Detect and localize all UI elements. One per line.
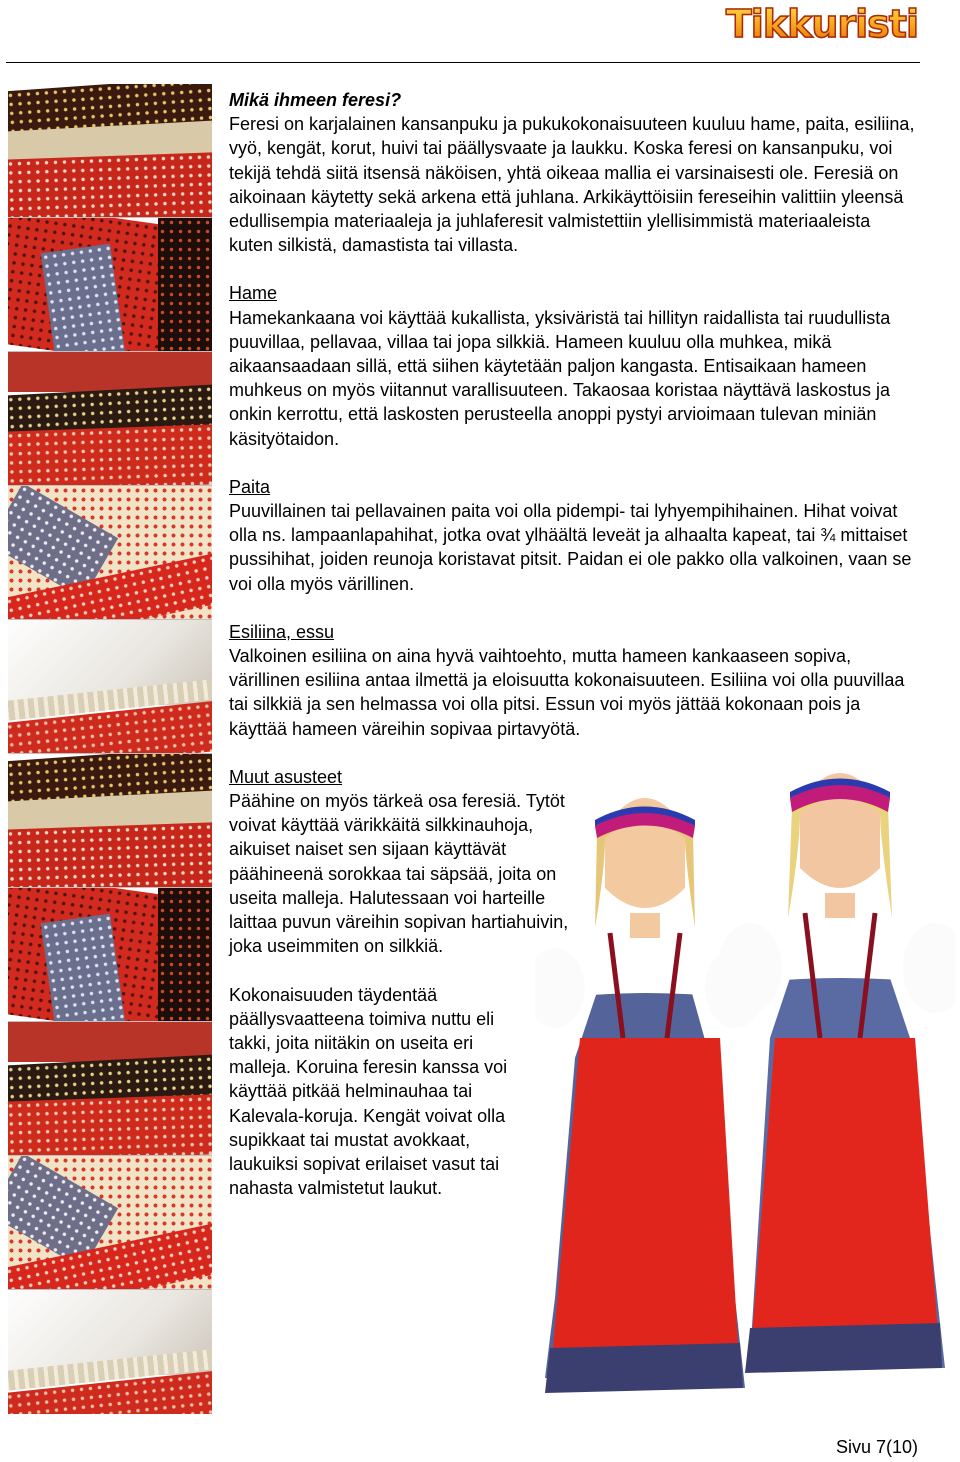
fabric-photo xyxy=(8,218,212,352)
tikkuristi-logo: Tikkuristi xyxy=(725,2,918,46)
section-body-intro: Feresi on karjalainen kansanpuku ja pukukokonaisuuteen kuuluu hame, paita, esiliina, vyö, kengät, korut, huivi tai päällysvaate ja laukku. Koska feresi on kansanpuku, voi tekijä tehdä siitä itsensä näköisen, yhtä oikeaa mallia ei varsinaisesti ole. Feresiä on aikoinaan käytetty sekä arkena että juhlana. Arkikäyttöisiin fereseihin valittiin yleensä edullisempia materiaaleja ja juhlaferesit valmistettiin ylellisimmistä materiaaleista kuten silkistä, damastista tai villasta. xyxy=(229,114,915,256)
section-title-esiliina: Esiliina, essu xyxy=(229,621,335,642)
fabric-collage xyxy=(8,84,212,1414)
section-body-esiliina: Valkoinen esiliina on aina hyvä vaihtoehto, mutta hameen kankaaseen sopiva, värillinen esiliina antaa ilmettä ja eloisuutta kokonaisuuteen. Esiliina voi olla puuvillaa tai silkkiä ja sen helmassa voi olla pitsi. Essun voi myös jättää kokonaan pois ja käyttää hameen väreihin sopivaa pirtavyötä. xyxy=(229,646,905,739)
header-divider xyxy=(6,62,920,63)
section-body-hame: Hamekankaana voi käyttää kukallista, yksiväristä tai hillityn raidallista tai ruudullista puuvillaa, pellavaa, villaa tai jopa silkkiä. Hameen kuuluu olla muhkea, mikä aikaansaadaan sillä, että siihen käytetään paljon kangasta. Entisaikaan hameen muhkeus on myös viitannut varallisuuteen. Takaosaa koristaa näyttävä laskostus ja onkin kerrottu, että laskosten perusteella anoppi pystyi arvioimaan tulevan miniän käsityötaidon. xyxy=(229,307,891,449)
section-title-intro: Mikä ihmeen feresi? xyxy=(229,90,402,110)
fabric-photo xyxy=(8,888,212,1022)
fabric-photo xyxy=(8,486,212,620)
section-body-muut-2: Kokonaisuuden täydentää päällysvaatteena toimiva nuttu eli takki, joita niitäkin on useita eri malleja. Koruina feresin kanssa voi käyttää pitkää helminauhaa tai Kalevala-koruja. Kengät voivat olla supikkaat tai mustat avokkaat, laukuiksi sopivat erilaiset vasut tai nahasta valmistetut laukut. xyxy=(229,984,508,1199)
section-title-paita: Paita xyxy=(229,476,271,497)
section-title-muut: Muut asusteet xyxy=(229,766,343,787)
section-body-muut: Päähine on myös tärkeä osa feresiä. Tytöt voivat käyttää värikkäitä silkkinauhoja, aikuiset naiset sen sijaan käyttävät päähineenä sorokkaa tai säpsää, joita on useita malleja. Halutessaan voi harteille laittaa puvun väreihin sopivan hartiahuivin, joka useimmiten on silkkiä. xyxy=(229,791,569,957)
fabric-photo xyxy=(8,620,212,754)
fabric-photo xyxy=(8,1156,212,1290)
section-title-hame: Hame xyxy=(229,283,278,304)
fabric-photo xyxy=(8,754,212,888)
girls-in-feresi-photo xyxy=(535,738,955,1403)
section-body-paita: Puuvillainen tai pellavainen paita voi olla pidempi- tai lyhyempihihainen. Hihat voivat olla ns. lampaanlapahihat, jotka ovat ylhäältä leveät ja alhaalta kapeat, tai ¾ mittaiset pussihihat, joiden reunoja koristavat pitsit. Paidan ei ole pakko olla valkoinen, vaan se voi olla myös värillinen. xyxy=(229,501,912,594)
page-number: Sivu 7(10) xyxy=(835,1437,918,1457)
fabric-photo xyxy=(8,84,212,218)
fabric-photo xyxy=(8,352,212,486)
fabric-photo xyxy=(8,1290,212,1414)
fabric-photo xyxy=(8,1022,212,1156)
